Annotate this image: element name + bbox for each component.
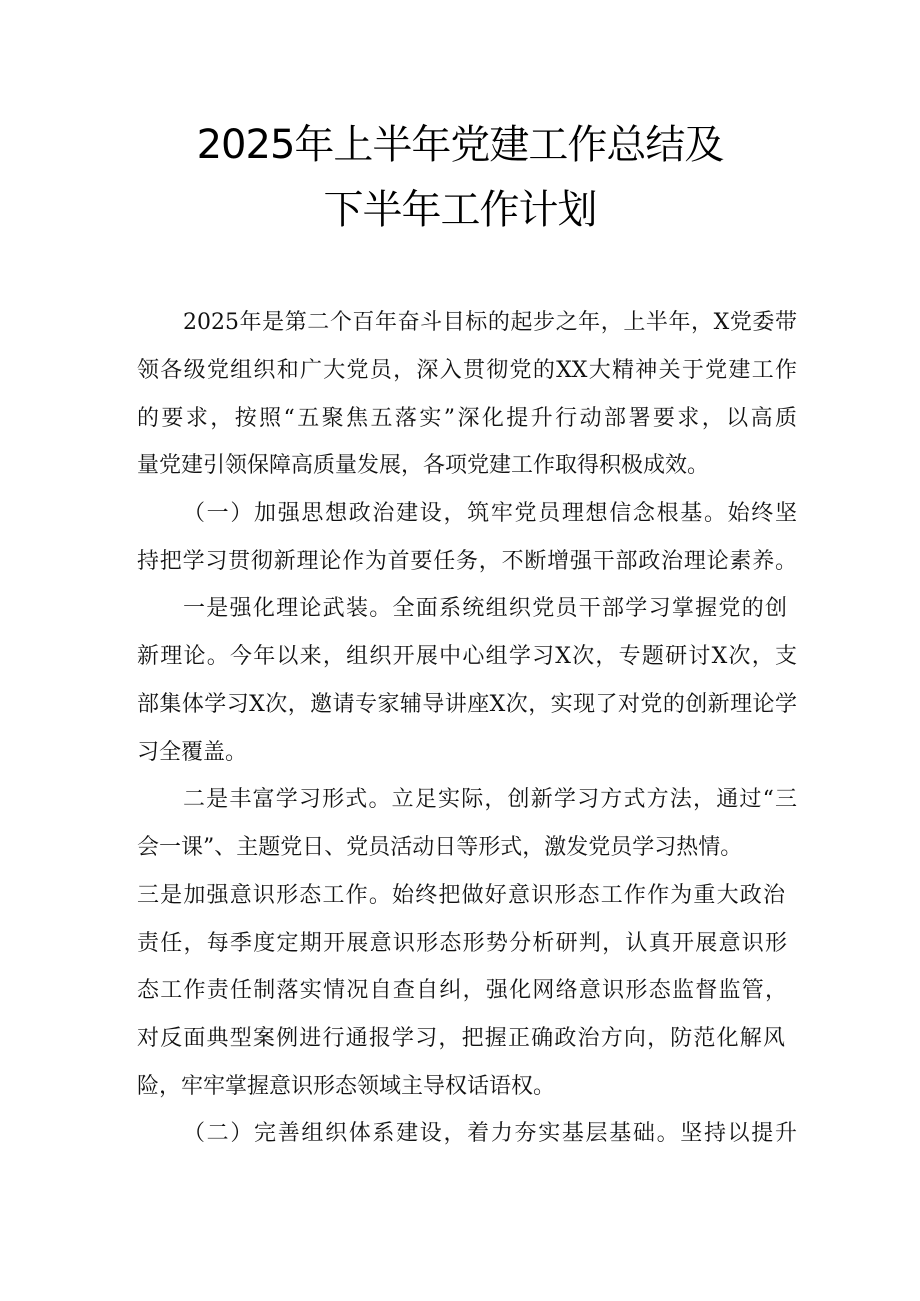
body-line: 部集体学习X次，邀请专家辅导讲座X次，实现了对党的创新理论学 bbox=[137, 692, 797, 717]
body-line: 态工作责任制落实情况自查自纠，强化网络意识形态监督监管， bbox=[137, 978, 787, 1003]
body-line: 险，牢牢掌握意识形态领域主导权话语权。 bbox=[137, 1074, 556, 1099]
body-line: 的要求，按照“五聚焦五落实”深化提升行动部署要求，以高质 bbox=[137, 406, 797, 431]
body-line: 责任，每季度定期开展意识形态形势分析研判，认真开展意识形 bbox=[137, 931, 787, 956]
body-line: 领各级党组织和广大党员，深入贯彻党的XX大精神关于党建工作 bbox=[137, 358, 797, 383]
document-title-line-1: 2025年上半年党建工作总结及 bbox=[196, 122, 724, 168]
body-line: 新理论。今年以来，组织开展中心组学习X次，专题研讨X次，支 bbox=[137, 644, 797, 669]
body-line: 二是丰富学习形式。立足实际，创新学习方式方法，通过“三 bbox=[183, 787, 797, 812]
body-line: 三是加强意识形态工作。始终把做好意识形态工作作为重大政治 bbox=[137, 883, 785, 908]
body-line: 持把学习贯彻新理论作为首要任务，不断增强干部政治理论素养。 bbox=[137, 549, 797, 574]
body-line: 习全覆盖。 bbox=[137, 740, 248, 765]
body-line: 会一课”、主题党日、党员活动日等形式，激发党员学习热情。 bbox=[137, 835, 743, 860]
body-line: 量党建引领保障高质量发展，各项党建工作取得积极成效。 bbox=[137, 453, 710, 478]
body-line: （二）完善组织体系建设，着力夯实基层基础。坚持以提升 bbox=[183, 1121, 797, 1146]
document-title-line-2: 下半年工作计划 bbox=[323, 187, 597, 233]
body-line: 一是强化理论武装。全面系统组织党员干部学习掌握党的创 bbox=[183, 596, 787, 621]
body-line: 2025年是第二个百年奋斗目标的起步之年，上半年，X党委带 bbox=[183, 310, 797, 335]
body-line: （一）加强思想政治建设，筑牢党员理想信念根基。始终坚 bbox=[183, 501, 797, 526]
body-line: 对反面典型案例进行通报学习，把握正确政治方向，防范化解风 bbox=[137, 1026, 785, 1051]
